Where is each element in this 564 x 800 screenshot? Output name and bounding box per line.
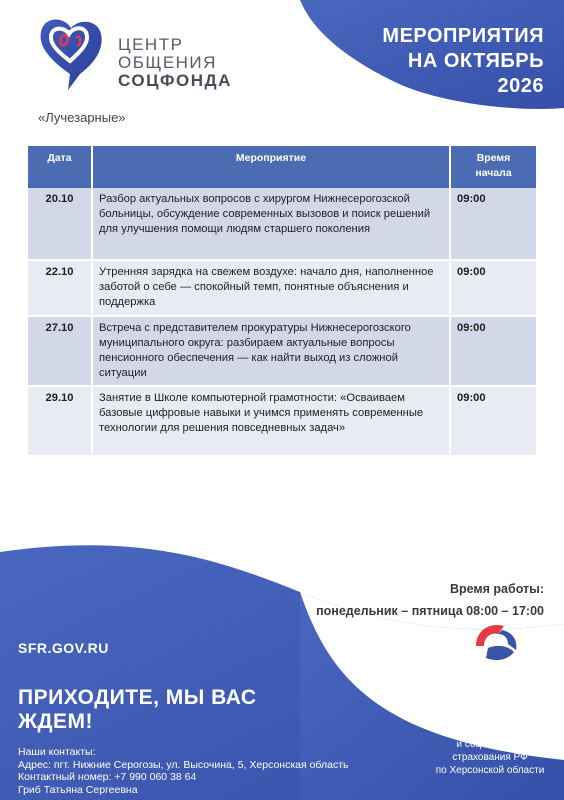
table-row (28, 386, 536, 456)
row-date: 27.10 (28, 316, 92, 386)
welcome-message: ПРИХОДИТЕ, МЫ ВАС ЖДЕМ! (18, 686, 257, 733)
org-line-2: пенсионного (460, 726, 520, 737)
row-event: Занятие в Школе компьютерной грамотности: «Осваиваем базовые цифровые навыки и учимся применять современные технологии для решения повседневных задач» (92, 386, 450, 456)
heart-speech-bubble-icon (36, 14, 106, 94)
org-line-4: страхования РФ (452, 752, 528, 763)
work-hours-schedule: понедельник – пятница 08:00 – 17:00 (316, 604, 544, 618)
table-header-row (28, 146, 536, 188)
brand-line-3: СОЦФОНДА (118, 71, 232, 90)
contacts-block (18, 746, 348, 796)
sfr-emblem-icon (468, 616, 524, 664)
org-line-1: Отделение Фонда (447, 713, 533, 724)
row-time: 09:00 (450, 260, 536, 316)
table-row (28, 260, 536, 316)
row-event: Утренняя зарядка на свежем воздухе: начало дня, наполненное заботой о себе — спокойный темп, понятные объяснения и поддержка (92, 260, 450, 316)
club-name: «Лучезарные» (38, 110, 126, 125)
title-line-3: 2026 (497, 75, 544, 97)
events-table (28, 146, 536, 457)
brand-name (118, 36, 232, 90)
column-header-event: Мероприятие (92, 146, 450, 188)
row-date: 22.10 (28, 260, 92, 316)
website-link[interactable]: SFR.GOV.RU (18, 640, 109, 656)
org-line-3: и социального (456, 739, 524, 750)
organization-name (420, 712, 560, 777)
column-header-time (450, 146, 536, 188)
row-time: 09:00 (450, 386, 536, 456)
column-header-time-line-2: начала (475, 167, 512, 179)
title-line-2: НА ОКТЯБРЬ (407, 50, 544, 72)
page-title (382, 24, 544, 99)
contacts-person: Гриб Татьяна Сергеевна (18, 783, 138, 796)
row-time: 09:00 (450, 188, 536, 260)
contacts-address: Адрес: пгт. Нижние Серогозы, ул. Высочина, 5, Херсонская область (18, 758, 349, 771)
row-date: 29.10 (28, 386, 92, 456)
row-date: 20.10 (28, 188, 92, 260)
brand-line-2: ОБЩЕНИЯ (118, 53, 217, 72)
table-row (28, 188, 536, 260)
contacts-title: Наши контакты: (18, 746, 96, 758)
row-event: Разбор актуальных вопросов с хирургом Нижнесерогозской больницы, обсуждение современных вызовов и поиск решений для улучшения помощи людям старшего поколения (92, 188, 450, 260)
contacts-phone: Контактный номер: +7 990 060 38 64 (18, 771, 197, 783)
table-row (28, 316, 536, 386)
row-time: 09:00 (450, 316, 536, 386)
row-event: Встреча с представителем прокуратуры Нижнесерогозского муниципального округа: разбираем актуальные вопросы пенсионного обеспечения — как найти выход из сложной ситуации (92, 316, 450, 386)
column-header-date: Дата (28, 146, 92, 188)
brand-line-1: ЦЕНТР (118, 35, 184, 54)
title-line-1: МЕРОПРИЯТИЯ (382, 25, 544, 47)
column-header-time-line-1: Время (476, 152, 511, 164)
work-hours-title: Время работы: (449, 582, 544, 596)
org-line-5: по Херсонской области (435, 765, 545, 776)
